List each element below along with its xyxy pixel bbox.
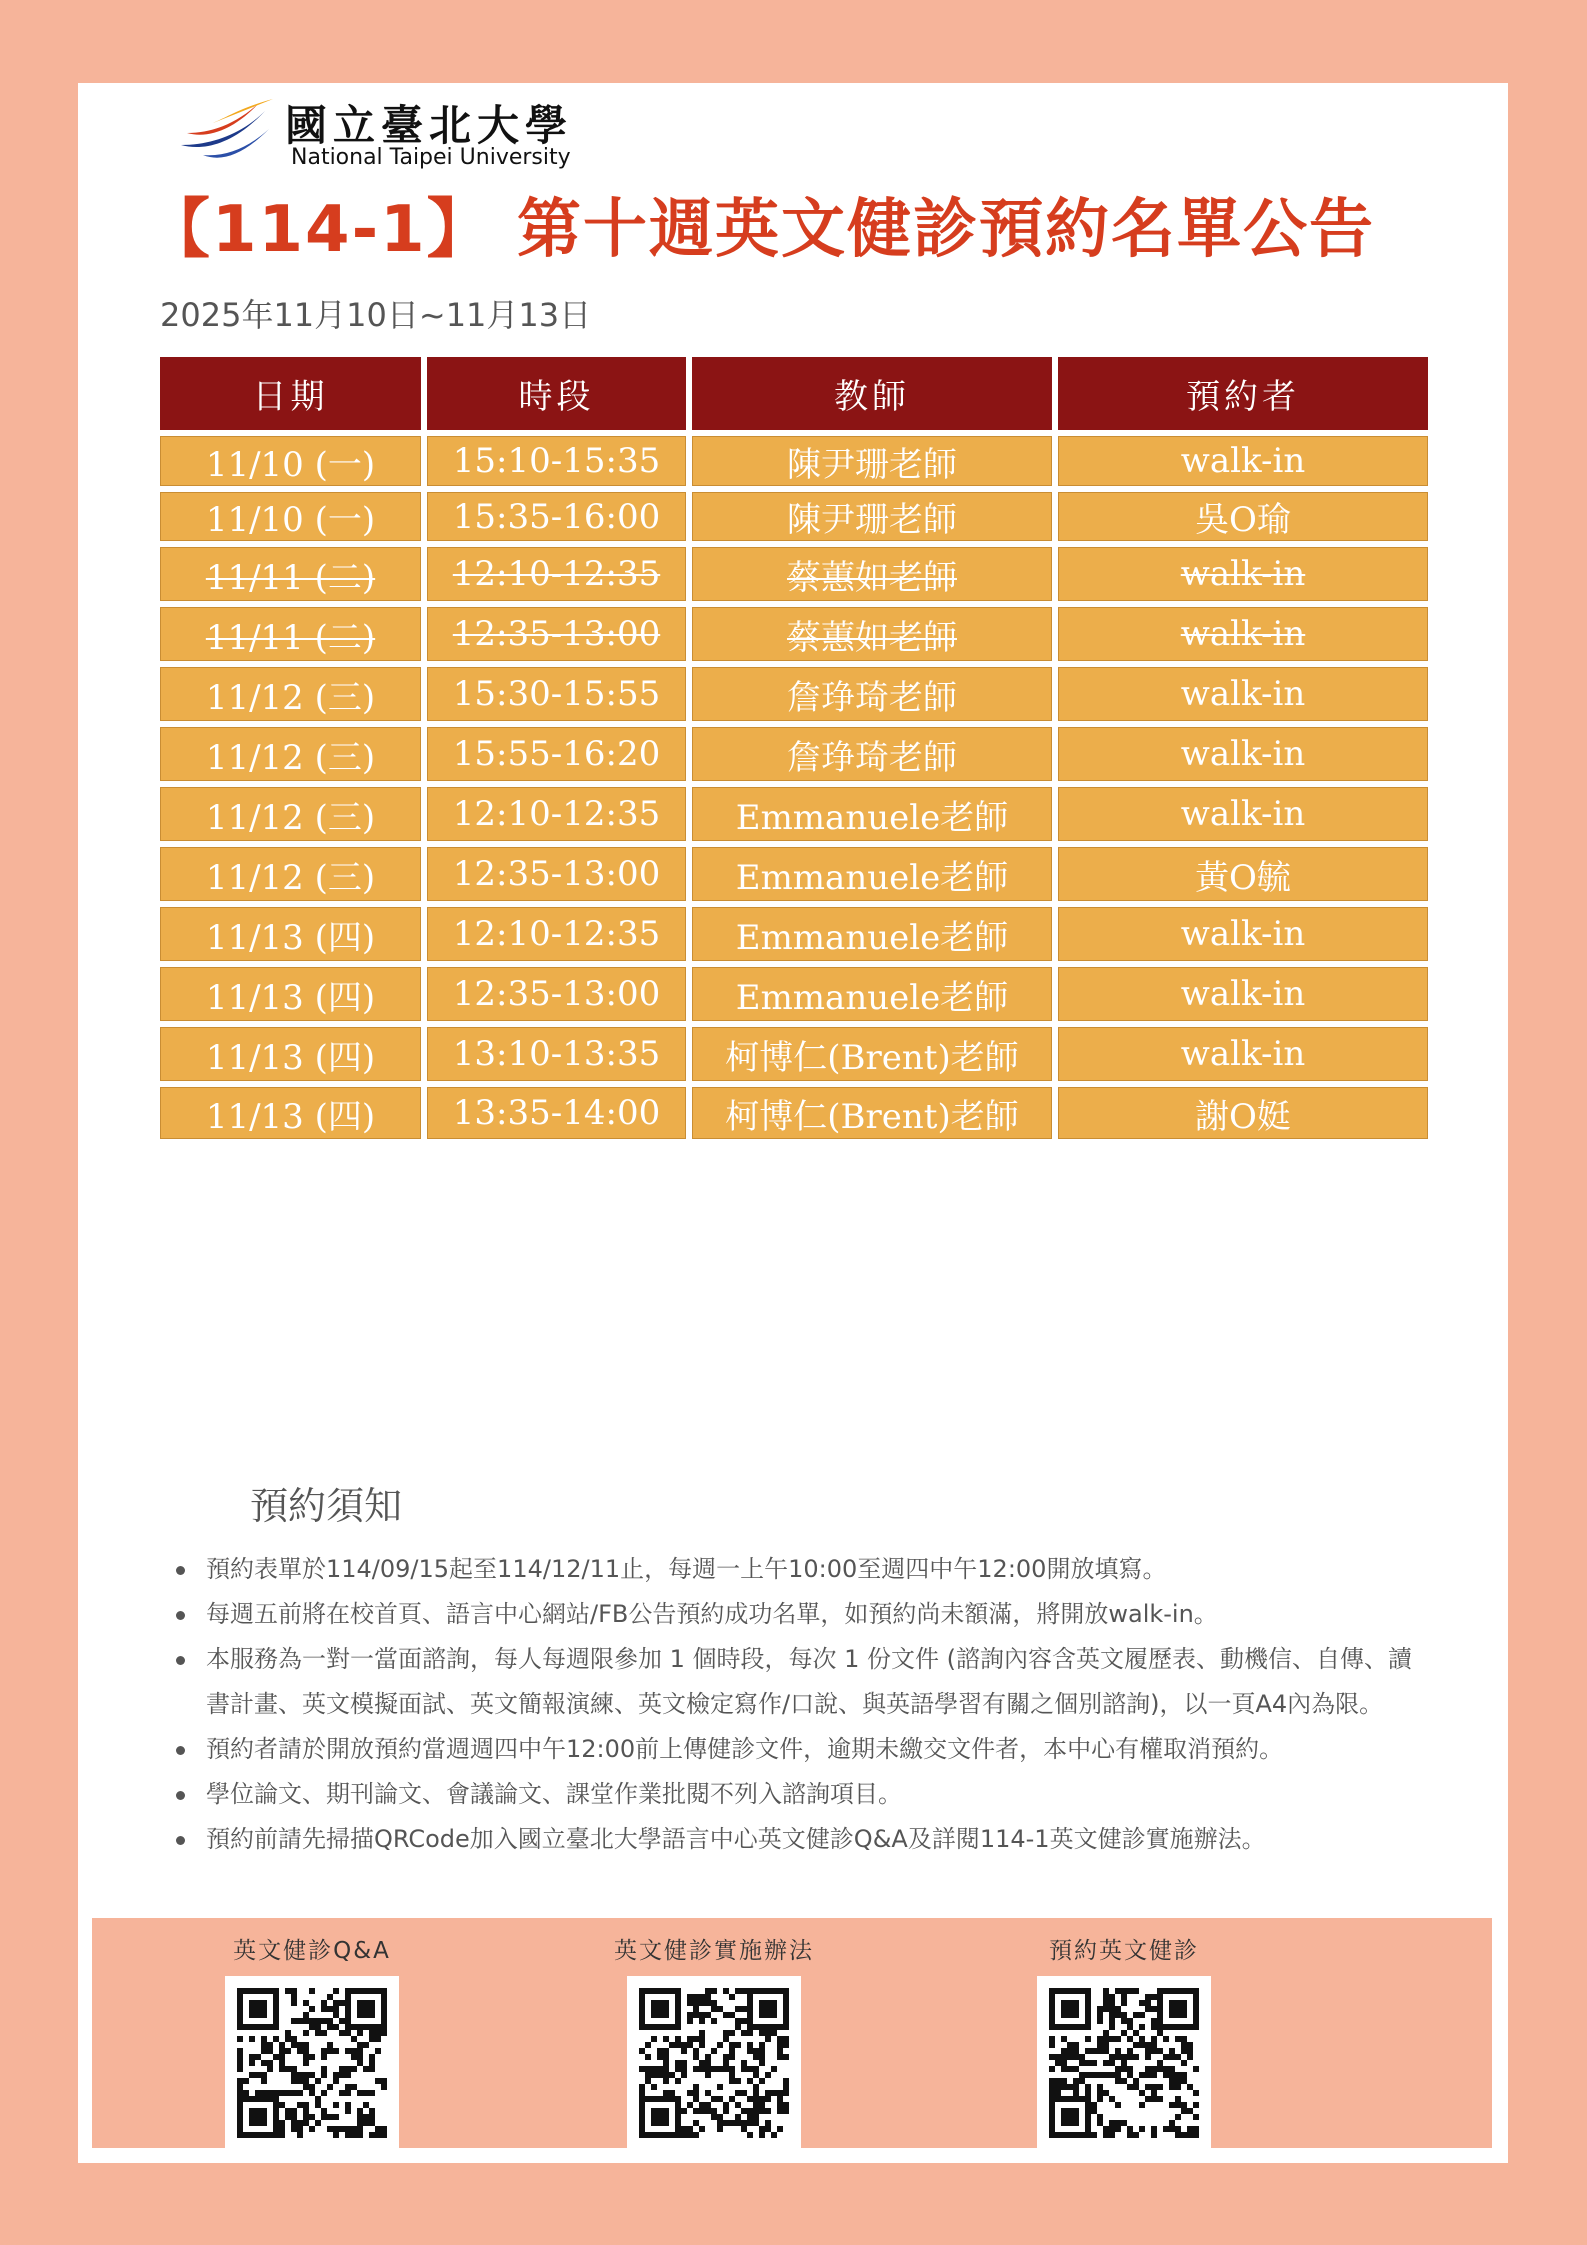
cell-time <box>427 967 686 1021</box>
cell-teacher-text: Emmanuele老師 <box>735 797 1009 838</box>
table-row <box>160 1027 1428 1081</box>
cell-booker-text: walk-in <box>1180 734 1306 774</box>
cell-teacher <box>692 727 1052 781</box>
cell-date-text: 11/13 (四) <box>205 977 376 1018</box>
cell-date-text: 11/12 (三) <box>205 737 376 778</box>
cell-time <box>427 607 686 661</box>
cell-teacher-text: 柯博仁(Brent)老師 <box>725 1096 1019 1137</box>
cell-date-text: 11/10 (一) <box>205 500 376 540</box>
qr-block <box>974 1918 1274 2150</box>
cell-booker <box>1058 1087 1428 1139</box>
cell-date <box>160 1087 421 1139</box>
cell-teacher <box>692 436 1052 486</box>
table-row <box>160 607 1428 661</box>
cell-booker <box>1058 607 1428 661</box>
cell-time-text: 12:35-13:00 <box>452 974 661 1014</box>
notice-item: 本服務為一對一當面諮詢，每人每週限參加 1 個時段，每次 1 份文件 (諮詢內容含英文履歷表、動機信、自傳、讀書計畫、英文模擬面試、英文簡報演練、英文檢定寫作/口說、與英語學習有關之個別諮詢)，以一頁A4內為限。 <box>176 1637 1436 1727</box>
notice-item: 每週五前將在校首頁、語言中心網站/FB公告預約成功名單，如預約尚未額滿，將開放walk-in。 <box>176 1592 1436 1637</box>
cell-date-text: 11/11 (二) <box>205 617 376 658</box>
cell-time-text: 15:10-15:35 <box>452 441 661 481</box>
header-time: 時段 <box>427 357 686 430</box>
cell-booker <box>1058 667 1428 721</box>
cell-teacher <box>692 847 1052 901</box>
cell-teacher-text: Emmanuele老師 <box>735 917 1009 958</box>
cell-time-text: 12:10-12:35 <box>452 794 661 834</box>
cell-time-text: 15:35-16:00 <box>452 496 661 537</box>
logo-emblem-icon <box>173 93 283 173</box>
cell-date-text: 11/11 (二) <box>205 557 376 598</box>
cell-teacher <box>692 967 1052 1021</box>
date-range: 2025年11月10日~11月13日 <box>160 296 592 334</box>
cell-date-text: 11/12 (三) <box>205 857 376 898</box>
cell-date <box>160 787 421 841</box>
cell-booker-text: 黃O毓 <box>1195 857 1291 898</box>
cell-time <box>427 727 686 781</box>
qr-label: 英文健診Q&A <box>233 1938 391 1964</box>
header-teacher: 教師 <box>692 357 1052 430</box>
cell-date <box>160 907 421 961</box>
cell-teacher <box>692 1087 1052 1139</box>
cell-time-text: 12:10-12:35 <box>452 914 661 954</box>
cell-booker <box>1058 727 1428 781</box>
cell-time-text: 12:35-13:00 <box>452 854 661 894</box>
cell-booker <box>1058 1027 1428 1081</box>
notice-item: 學位論文、期刊論文、會議論文、課堂作業批閱不列入諮詢項目。 <box>176 1772 1436 1817</box>
cell-time-text: 13:35-14:00 <box>452 1093 661 1133</box>
cell-time <box>427 1027 686 1081</box>
cell-teacher <box>692 1027 1052 1081</box>
cell-booker <box>1058 847 1428 901</box>
header-date: 日期 <box>160 357 421 430</box>
cell-teacher-text: Emmanuele老師 <box>735 857 1009 898</box>
cell-date <box>160 607 421 661</box>
cell-booker-text: walk-in <box>1180 554 1306 594</box>
cell-teacher-text: 蔡蕙如老師 <box>787 617 957 658</box>
cell-date <box>160 847 421 901</box>
cell-booker <box>1058 787 1428 841</box>
table-row <box>160 1087 1428 1139</box>
qr-block <box>162 1918 462 2150</box>
cell-teacher <box>692 607 1052 661</box>
cell-teacher-text: 蔡蕙如老師 <box>787 557 957 598</box>
cell-booker <box>1058 436 1428 486</box>
table-row <box>160 492 1428 541</box>
cell-date-text: 11/12 (三) <box>205 797 376 838</box>
cell-time <box>427 436 686 486</box>
cell-teacher <box>692 787 1052 841</box>
qr-label: 英文健診實施辦法 <box>614 1938 814 1964</box>
page-title: 【114-1】 第十週英文健診預約名單公告 <box>146 193 1375 267</box>
cell-booker-text: 吳O瑜 <box>1195 500 1291 540</box>
cell-date <box>160 727 421 781</box>
table-row <box>160 847 1428 901</box>
logo-chinese-name: 國立臺北大學 <box>285 101 574 150</box>
cell-teacher-text: Emmanuele老師 <box>735 977 1009 1018</box>
cell-time <box>427 847 686 901</box>
logo-english-name: National Taipei University <box>291 145 571 170</box>
cell-booker <box>1058 967 1428 1021</box>
cell-date <box>160 1027 421 1081</box>
cell-booker <box>1058 492 1428 541</box>
cell-time <box>427 492 686 541</box>
notice-item: 預約前請先掃描QRCode加入國立臺北大學語言中心英文健診Q&A及詳閱114-1英文健診實施辦法。 <box>176 1817 1436 1862</box>
qr-code-icon[interactable] <box>627 1976 801 2150</box>
cell-booker-text: walk-in <box>1180 674 1306 714</box>
cell-date-text: 11/13 (四) <box>205 1037 376 1078</box>
cell-date-text: 11/13 (四) <box>205 917 376 958</box>
table-header-row <box>160 357 1428 430</box>
cell-date <box>160 967 421 1021</box>
cell-date <box>160 492 421 541</box>
cell-booker-text: 謝O娗 <box>1195 1096 1291 1137</box>
table-row <box>160 667 1428 721</box>
cell-teacher-text: 詹琤琦老師 <box>787 677 957 718</box>
cell-booker <box>1058 907 1428 961</box>
cell-time <box>427 787 686 841</box>
table-body <box>160 436 1428 1139</box>
cell-date <box>160 547 421 601</box>
table-row <box>160 907 1428 961</box>
cell-teacher <box>692 667 1052 721</box>
cell-teacher-text: 陳尹珊老師 <box>787 500 957 540</box>
cell-time <box>427 667 686 721</box>
table-row <box>160 436 1428 486</box>
cell-teacher <box>692 547 1052 601</box>
cell-teacher-text: 柯博仁(Brent)老師 <box>725 1037 1019 1078</box>
cell-teacher-text: 陳尹珊老師 <box>787 444 957 485</box>
cell-date-text: 11/13 (四) <box>205 1096 376 1137</box>
table-row <box>160 967 1428 1021</box>
cell-date-text: 11/12 (三) <box>205 677 376 718</box>
cell-time <box>427 547 686 601</box>
cell-date-text: 11/10 (一) <box>205 444 376 485</box>
cell-time-text: 12:10-12:35 <box>452 554 661 594</box>
cell-time <box>427 1087 686 1139</box>
qr-code-icon[interactable] <box>1037 1976 1211 2150</box>
cell-teacher <box>692 492 1052 541</box>
cell-time-text: 15:30-15:55 <box>452 674 661 714</box>
cell-time-text: 13:10-13:35 <box>452 1034 661 1074</box>
cell-teacher-text: 詹琤琦老師 <box>787 737 957 778</box>
qr-block <box>564 1918 864 2150</box>
notice-item: 預約者請於開放預約當週週四中午12:00前上傳健診文件，逾期未繳交文件者，本中心有權取消預約。 <box>176 1727 1436 1772</box>
cell-booker-text: walk-in <box>1180 441 1306 481</box>
cell-time-text: 15:55-16:20 <box>452 734 661 774</box>
table-row <box>160 547 1428 601</box>
cell-teacher <box>692 907 1052 961</box>
qr-label: 預約英文健診 <box>1049 1938 1199 1964</box>
cell-booker-text: walk-in <box>1180 794 1306 834</box>
cell-time-text: 12:35-13:00 <box>452 614 661 654</box>
table-row <box>160 727 1428 781</box>
notice-item: 預約表單於114/09/15起至114/12/11止，每週一上午10:00至週四中午12:00開放填寫。 <box>176 1547 1436 1592</box>
qr-code-icon[interactable] <box>225 1976 399 2150</box>
cell-time <box>427 907 686 961</box>
cell-date <box>160 436 421 486</box>
university-logo <box>173 93 613 173</box>
notice-title: 預約須知 <box>250 1484 403 1528</box>
notice-list <box>176 1547 1436 1862</box>
schedule-table <box>160 357 1428 1145</box>
cell-booker <box>1058 547 1428 601</box>
cell-booker-text: walk-in <box>1180 914 1306 954</box>
table-row <box>160 787 1428 841</box>
cell-date <box>160 667 421 721</box>
qr-section <box>92 1918 1492 2148</box>
cell-booker-text: walk-in <box>1180 974 1306 1014</box>
header-booker: 預約者 <box>1058 357 1428 430</box>
cell-booker-text: walk-in <box>1180 1034 1306 1074</box>
cell-booker-text: walk-in <box>1180 614 1306 654</box>
